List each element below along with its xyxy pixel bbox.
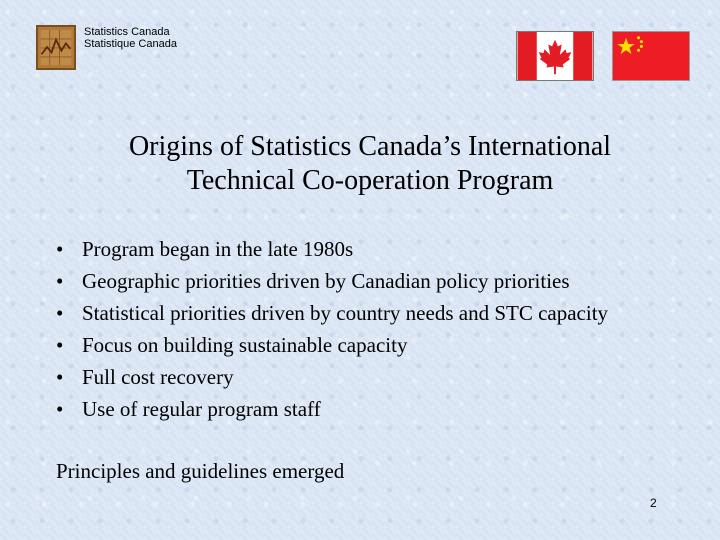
- bullet-text: Program began in the late 1980s: [82, 237, 354, 261]
- bullet-item: [56, 329, 608, 361]
- slide-title: [60, 130, 680, 198]
- canada-flag-icon: [516, 31, 594, 81]
- bullet-text: Use of regular program staff: [82, 397, 321, 421]
- statistics-canada-logo-icon: [36, 25, 76, 70]
- bullet-item: [56, 233, 608, 265]
- agency-name: [84, 26, 177, 50]
- bullet-glyph: •: [56, 237, 64, 261]
- bullet-glyph: •: [56, 333, 64, 357]
- bullet-glyph: •: [56, 365, 64, 389]
- bullet-text: Statistical priorities driven by country needs and STC capacity: [82, 301, 609, 325]
- bullet-glyph: •: [56, 301, 64, 325]
- bullet-list: [56, 233, 608, 425]
- bullet-text: Focus on building sustainable capacity: [82, 333, 408, 357]
- bullet-glyph: •: [56, 397, 64, 421]
- bullet-text: Geographic priorities driven by Canadian policy priorities: [82, 269, 570, 293]
- bullet-item: [56, 265, 608, 297]
- bullet-text: Full cost recovery: [82, 365, 234, 389]
- slide-title-line-2: Technical Co-operation Program: [186, 165, 554, 196]
- bullet-item: [56, 297, 608, 329]
- principles-text: Principles and guidelines emerged: [56, 459, 345, 483]
- bullet-item: [56, 393, 608, 425]
- agency-name-french: Statistique Canada: [84, 38, 177, 50]
- slide-title-line-1: Origins of Statistics Canada’s International: [128, 131, 612, 162]
- agency-name-english: Statistics Canada: [84, 26, 170, 38]
- bullet-item: [56, 361, 608, 393]
- china-flag-icon: [612, 31, 690, 81]
- page-number: 2: [650, 496, 657, 510]
- bullet-glyph: •: [56, 269, 64, 293]
